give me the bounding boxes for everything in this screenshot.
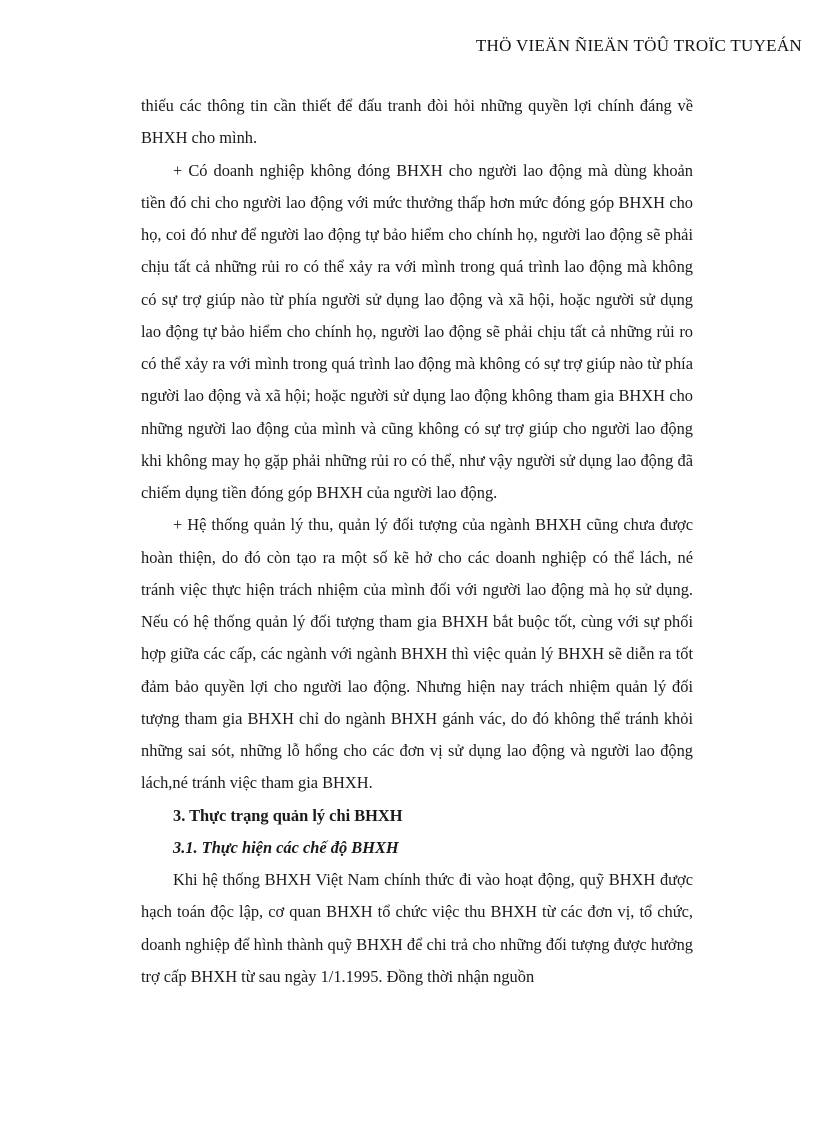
paragraph-enterprise-noncompliance: + Có doanh nghiệp không đóng BHXH cho người lao động mà dùng khoản tiền đó chi cho người lao động với mức thưởng thấp hơn mức đóng góp BHXH cho họ, coi đó như để người lao động tự bảo hiểm cho chính họ, người lao động sẽ phải chịu tất cả những rủi ro có thể xảy ra với mình trong quá trình lao động mà không có sự trợ giúp nào từ phía người sử dụng lao động và xã hội, hoặc người sử dụng lao động tự bảo hiểm cho chính họ, người lao động sẽ phải chịu tất cả những rủi ro có thể xảy ra với mình trong quá trình lao động mà không có sự trợ giúp nào từ phía người lao động và xã hội; hoặc người sử dụng lao động không tham gia BHXH cho những người lao động của mình và cũng không có sự trợ giúp cho người lao động khi không may họ gặp phải những rủi ro có thể, như vậy người sử dụng lao động đã chiếm dụng tiền đóng góp BHXH của người lao động.	[141, 160, 693, 502]
paragraph-system-operation: Khi hệ thống BHXH Việt Nam chính thức đi vào hoạt động, quỹ BHXH được hạch toán độc lập, cơ quan BHXH tổ chức việc thu BHXH từ các đơn vị, tổ chức, doanh nghiệp để hình thành quỹ BHXH để chi trả cho những đối tượng được hưởng trợ cấp BHXH từ sau ngày 1/1.1995. Đồng thời nhận nguồn	[141, 870, 693, 986]
paragraph-management-system: + Hệ thống quản lý thu, quản lý đối tượng của ngành BHXH cũng chưa được hoàn thiện, do đó còn tạo ra một số kẽ hở cho các doanh nghiệp có thể lách, né tránh việc thực hiện trách nhiệm của mình đối với người lao động mà họ sử dụng. Nếu có hệ thống quản lý đối tượng tham gia BHXH bắt buộc tốt, cùng với sự phối hợp giữa các cấp, các ngành với ngành BHXH thì việc quản lý BHXH sẽ diễn ra tốt đảm bảo quyền lợi cho người lao động. Nhưng hiện nay trách nhiệm quản lý đối tượng tham gia BHXH chỉ do ngành BHXH gánh vác, do đó không thể tránh khỏi những sai sót, những lỗ hổng cho các đơn vị sử dụng lao động và người lao động lách,né tránh việc tham gia BHXH.	[141, 515, 693, 793]
subsection-heading: 3.1. Thực hiện các chế độ BHXH	[173, 837, 399, 857]
paragraph-continuation: thiếu các thông tin cần thiết để đấu tranh đòi hỏi những quyền lợi chính đáng về BHXH cho mình.	[141, 96, 693, 148]
document-body	[141, 90, 693, 993]
section-heading: 3. Thực trạng quản lý chi BHXH	[173, 805, 403, 825]
page-header: THÖ VIEÄN ÑIEÄN TÖÛ TROÏC TUYEÁN	[475, 36, 802, 55]
